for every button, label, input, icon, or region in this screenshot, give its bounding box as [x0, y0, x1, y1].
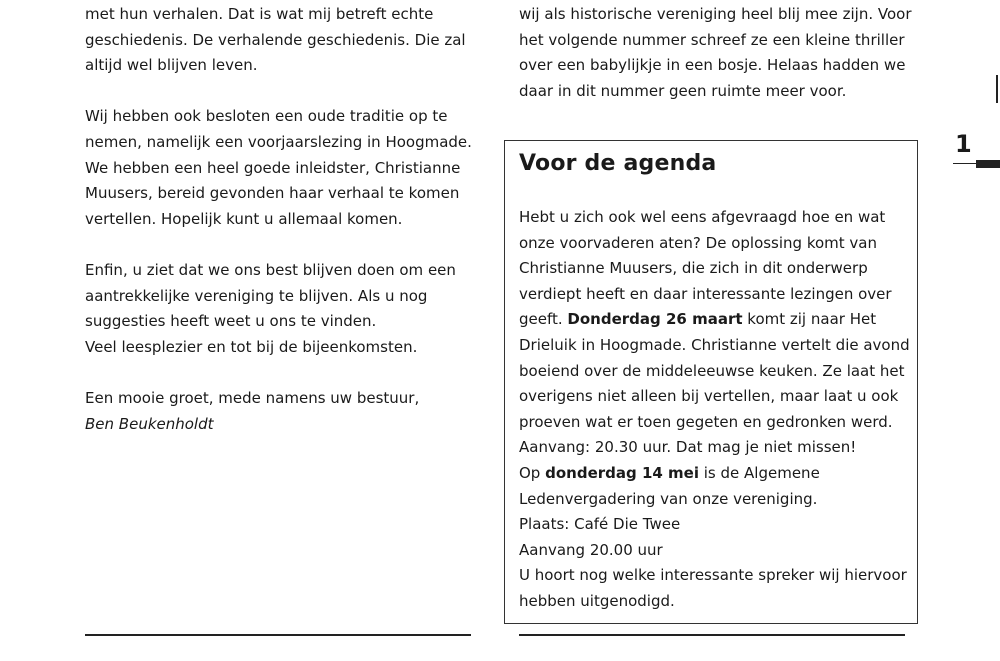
text-line: met hun verhalen. Dat is wat mij betreft echte	[85, 5, 434, 23]
text-line: onze voorvaderen aten? De oplossing komt van	[519, 233, 878, 252]
text-line: Aanvang: 20.30 uur. Dat mag je niet missen!	[519, 438, 857, 457]
text-line: wij als historische vereniging heel blij mee zijn. Voor	[519, 5, 912, 23]
closing-line: Een mooie groet, mede namens uw bestuur,	[85, 388, 420, 407]
bottom-rule-right	[519, 634, 905, 636]
text-line: daar in dit nummer geen ruimte meer voor.	[519, 81, 847, 100]
text-fragment: Op	[519, 463, 546, 482]
text-line	[519, 461, 911, 487]
text-line: U hoort nog welke interessante spreker wij hiervoor	[519, 566, 907, 585]
text-line: We hebben een heel goede inleidster, Christianne	[85, 158, 461, 177]
text-line: Drieluik in Hoogmade. Christianne vertelt die avond	[519, 335, 910, 354]
text-line: het volgende nummer schreef ze een kleine thriller	[519, 30, 905, 49]
signature: Ben Beukenholdt	[85, 414, 214, 433]
text-line: aantrekkelijke vereniging te blijven. Als u nog	[85, 286, 428, 305]
text-line: Wij hebben ook besloten een oude traditie op te	[85, 107, 448, 126]
text-line: Christianne Muusers, die zich in dit onderwerp	[519, 259, 868, 278]
text-line: geschiedenis. De verhalende geschiedenis. Die zal	[85, 30, 466, 49]
page-number: 1	[955, 130, 972, 158]
event-date: Donderdag 26 maart	[567, 310, 743, 329]
text-line: vertellen. Hopelijk kunt u allemaal komen.	[85, 209, 403, 228]
text-line: Muusers, bereid gevonden haar verhaal te komen	[85, 184, 460, 203]
text-line: proeven wat er toen gegeten en gedronken werd.	[519, 412, 893, 431]
page-edge-tab	[976, 160, 1000, 168]
text-line: altijd wel blijven leven.	[85, 56, 258, 75]
text-fragment: is de Algemene	[699, 463, 820, 482]
right-column-text	[519, 2, 914, 104]
text-line: verdiept heeft en daar interessante lezingen over	[519, 284, 892, 303]
agenda-body	[519, 205, 911, 615]
text-line: nemen, namelijk een voorjaarslezing in Hoogmade.	[85, 132, 472, 151]
text-line: boeiend over de middeleeuwse keuken. Ze laat het	[519, 361, 905, 380]
text-line: Veel leesplezier en tot bij de bijeenkomsten.	[85, 337, 418, 356]
text-line: Enfin, u ziet dat we ons best blijven doen om een	[85, 260, 456, 279]
bottom-rule-left	[85, 634, 471, 636]
text-line: Aanvang 20.00 uur	[519, 540, 663, 559]
text-line: Ledenvergadering van onze vereniging.	[519, 489, 818, 508]
text-line	[519, 307, 911, 333]
text-fragment: komt zij naar Het	[742, 310, 877, 329]
left-column	[85, 2, 480, 437]
text-fragment: geeft.	[519, 310, 568, 329]
agenda-title: Voor de agenda	[519, 151, 717, 176]
text-line: suggesties heeft weet u ons te vinden.	[85, 312, 377, 331]
event-date: donderdag 14 mei	[545, 463, 699, 482]
text-line: Hebt u zich ook wel eens afgevraagd hoe en wat	[519, 208, 886, 226]
text-line: over een babylijkje in een bosje. Helaas hadden we	[519, 56, 906, 75]
agenda-box	[504, 140, 918, 624]
text-line: overigens niet alleen bij vertellen, maar laat u ook	[519, 387, 899, 406]
text-line: hebben uitgenodigd.	[519, 591, 675, 610]
margin-marker	[996, 75, 998, 103]
text-line: Plaats: Café Die Twee	[519, 515, 681, 534]
